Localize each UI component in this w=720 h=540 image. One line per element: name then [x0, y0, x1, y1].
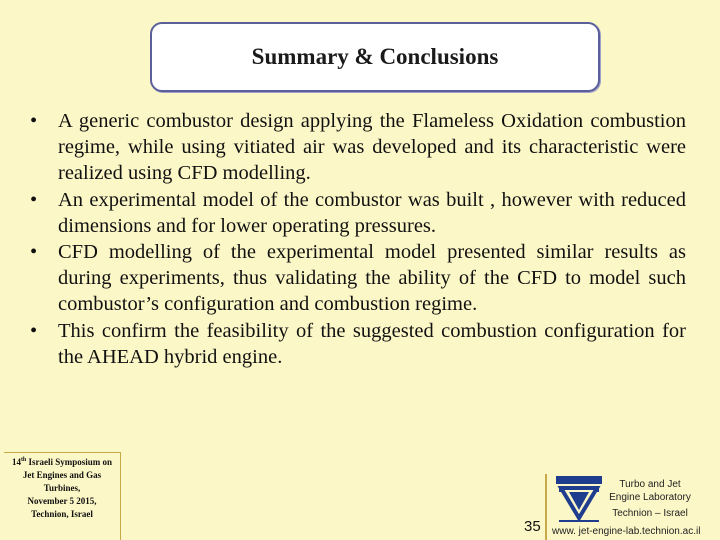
symposium-line-3: Turbines,: [43, 483, 81, 493]
bullet-list: [30, 108, 686, 370]
bullet-item: [30, 318, 686, 370]
symposium-ordinal: 14: [11, 457, 21, 467]
lab-line-1: Turbo and Jet: [619, 479, 681, 490]
symposium-line-4: November 5 2015,: [27, 496, 97, 506]
symposium-name: Israeli Symposium on: [26, 457, 113, 467]
footer-divider: [545, 474, 547, 540]
bullet-text: An experimental model of the combustor was built , however with reduced dimensions and for lower operating pressures.: [58, 188, 686, 237]
lab-line-3: Technion – Israel: [612, 508, 688, 519]
page-number: 35: [524, 518, 541, 535]
slide-title: Summary & Conclusions: [251, 44, 499, 69]
symposium-footer: [4, 452, 121, 540]
bullet-marker: •: [30, 188, 38, 211]
symposium-line-1: [4, 454, 120, 469]
symposium-line-2: Jet Engines and Gas: [22, 470, 102, 480]
bullet-text: This confirm the feasibility of the suggested combustion configuration for the AHEAD hybrid engine.: [58, 319, 686, 368]
bullet-marker: •: [30, 319, 38, 342]
technion-logo-icon: [555, 474, 603, 524]
title-box: [150, 22, 600, 92]
symposium-line-5: Technion, Israel: [31, 509, 93, 519]
lab-line-2: Engine Laboratory: [609, 492, 691, 503]
bullet-item: [30, 187, 686, 239]
bullet-text: CFD modelling of the experimental model presented similar results as during experiments, thus validating the ability of the CFD to model such combustor’s configuration and combustion regime.: [58, 241, 686, 316]
bullet-marker: •: [30, 241, 38, 264]
symposium-ordinal-suffix: th: [20, 457, 27, 463]
lab-url-link[interactable]: www. jet-engine-lab.technion.ac.il: [552, 526, 701, 537]
bullet-item: [30, 239, 686, 318]
bullet-item: [30, 108, 686, 187]
lab-credit: [604, 478, 696, 520]
bullet-marker: •: [30, 110, 38, 132]
bullet-text: A generic combustor design applying the Flameless Oxidation combustion regime, while using vitiated air was developed and its characteristic were realized using CFD modelling.: [58, 110, 686, 185]
